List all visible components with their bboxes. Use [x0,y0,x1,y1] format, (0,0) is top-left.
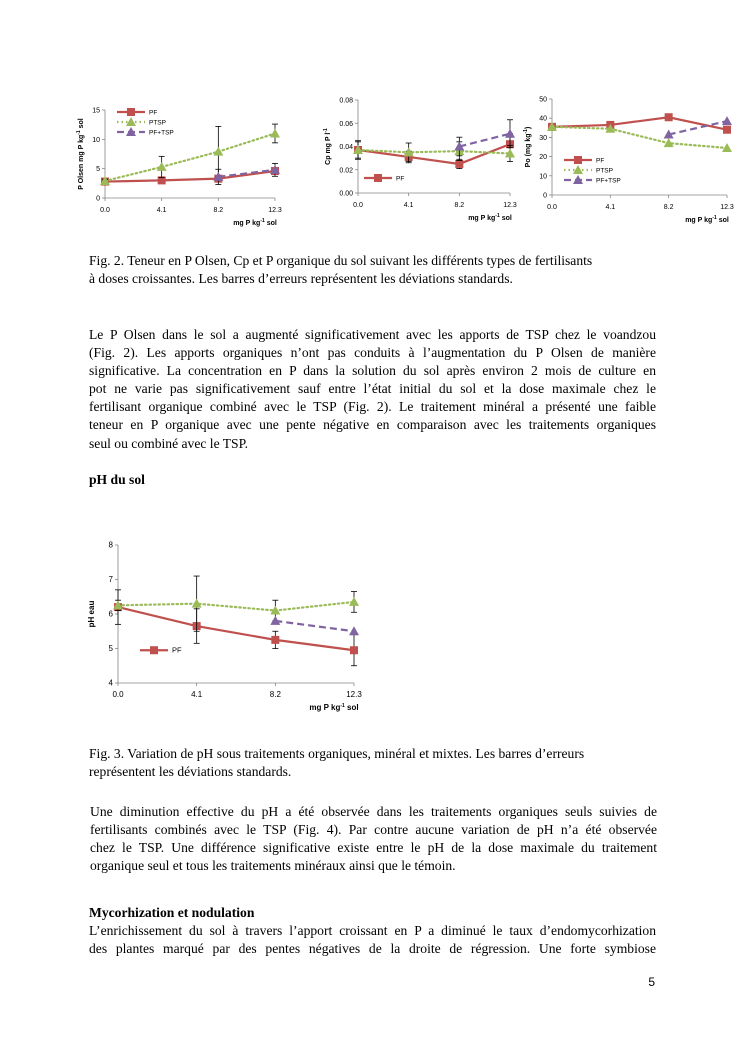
y-tick-label: 0.04 [339,144,353,151]
data-point-PTSP [213,147,223,156]
x-tick-label: 0.0 [100,207,110,214]
data-point-PF [455,160,463,168]
series-line-PF [358,144,510,164]
y-axis-label: P Olsen mg P $kg^{-1}$ sol [76,118,85,190]
x-axis-label: mg P $kg^{-1}$ sol [468,213,512,222]
x-tick-label: 8.2 [454,202,465,209]
x-axis-label: mg P $kg^{-1}$ sol [233,218,277,227]
fig2-caption-line2: à doses croissantes. Les barres d’erreurs représentent les déviations standards. [89,271,513,286]
data-point-PTSP [157,162,167,171]
x-tick-label: 0.0 [547,204,557,211]
legend-label-PTSP: PTSP [149,119,166,127]
y-tick-label: 50 [539,96,547,104]
fig2-caption-line1: Fig. 2. Teneur en P Olsen, Cp et P organique du sol suivant les différents types de fertilisants [89,253,593,268]
data-point-PF+TSP [505,129,515,138]
para1-line: seul ou combiné avec le TSP. [89,435,249,451]
para1-line: (Fig. 2). Les apports organiques n’ont pas conduits à l’augmentation du P Olsen de manière [89,345,656,361]
y-axis-label: Cp mg P $l^{-1}$ [323,128,332,165]
chart-ph [80,535,380,725]
heading-mycorhization: Mycorhization et nodulation [89,905,255,920]
y-tick-label: 0.02 [339,167,353,175]
paragraph-olsen [89,326,656,453]
x-tick-label: 4.1 [403,202,414,209]
data-point-PTSP [270,128,280,137]
y-tick-label: 5 [96,166,100,174]
y-tick-label: 0.08 [339,97,353,105]
chart-ph-svg [80,535,380,725]
y-tick-label: 0 [96,195,100,203]
series-PF+TSP [270,616,359,635]
y-tick-label: 5 [108,644,113,653]
para2-line: fertilisants combinés avec le TSP (Fig. 4). Par contre aucune variation de pH n’a été observée [90,822,657,838]
chart-cp [310,92,520,227]
y-axis-label: Po (mg $kg^{-1}$) [523,126,532,168]
series-PTSP [113,576,359,631]
series-line-PF+TSP [459,134,510,147]
legend-label-PF+TSP: PF+TSP [596,177,621,185]
data-point-PF [350,646,358,654]
para1-line: Le P Olsen dans le sol a augmenté significativement avec les apports de TSP chez le voandzou [89,327,656,342]
series-PF+TSP [454,120,515,156]
chart-po [515,92,740,227]
chart-cp-svg [310,92,520,227]
legend-marker-PF [574,156,582,164]
chart-olsen [70,100,285,225]
y-tick-label: 6 [108,609,113,619]
y-axis-label: pH eau [87,600,96,628]
legend-marker-PF [127,108,135,116]
y-tick-label: 40 [539,115,547,123]
x-tick-label: 4.1 [605,204,616,211]
y-tick-label: 10 [92,136,100,144]
y-tick-label: 0 [543,192,547,200]
y-tick-label: 8 [108,540,113,550]
x-tick-label: 8.2 [269,690,281,699]
para3-line: L’enrichissement du sol à travers l’apport croissant en P a diminué le taux d’endomycorhization [89,923,656,938]
y-tick-label: 30 [539,134,547,142]
fig3-caption-line2: représentent les déviations standards. [89,764,292,779]
legend-label-PF: PF [396,175,405,183]
para1-line: fertilisant organique combiné avec le TSP (Fig. 2). Le traitement minéral a présenté une faible [89,399,656,415]
paragraph-ph [90,803,657,875]
para3-line: des plantes marqué par des pentes négatives de la droite de régression. Une forte symbiose [89,941,656,957]
x-tick-label: 12.3 [503,202,517,209]
legend-label-PTSP: PTSP [596,167,613,175]
series-line-PTSP [552,127,727,148]
data-point-PF [665,113,673,121]
heading-ph: pH du sol [89,472,145,487]
legend [564,156,621,185]
legend-label-PF: PF [172,645,182,655]
series-line-PTSP [118,602,354,611]
para2-line: Une diminution effective du pH a été observée dans les traitements organiques seuls suivies de [90,804,657,819]
x-tick-label: 12.3 [720,204,734,211]
x-tick-label: 12.3 [346,690,362,699]
series-line-PF [105,171,275,182]
series-line-PF+TSP [275,621,354,631]
page-number: 5 [648,975,655,989]
x-tick-label: 4.1 [156,207,167,214]
chart-olsen-svg [70,100,285,225]
x-axis-label: mg P $kg^{-1}$ sol [685,215,729,224]
x-tick-label: 8.2 [213,207,224,214]
x-tick-label: 8.2 [663,204,674,211]
data-point-PF+TSP [349,626,359,635]
legend-label-PF: PF [149,109,158,117]
fig3-caption [89,745,584,781]
para1-line: significative. La concentration en P dans la solution du sol après environ 2 mois de culture en [89,363,656,379]
legend [364,174,404,183]
y-tick-label: 15 [92,107,100,115]
series-PF [548,113,731,133]
para1-line: teneur en P organique avec une pente négative en comparaison avec les traitements organiques [89,417,656,433]
para1-line: pot ne varie pas significativement sauf entre l’état initial du sol et la dose maximale chez le [89,381,656,397]
data-point-PF [271,636,279,644]
y-tick-label: 0.06 [339,120,353,128]
legend-marker-PF [374,174,382,182]
x-tick-label: 12.3 [268,207,282,214]
data-point-PF [723,126,731,134]
x-tick-label: 0.0 [112,690,124,699]
para2-line: organique seul et tous les traitements minéraux ainsi que le témoin. [90,858,456,874]
y-tick-label: 20 [539,154,547,162]
fig3-caption-line1: Fig. 3. Variation de pH sous traitements organiques, minéral et mixtes. Les barres d’erreurs [89,746,585,761]
series-line-PF [118,607,354,650]
legend [140,646,182,655]
series-PF+TSP [213,163,280,184]
y-tick-label: 7 [108,575,113,584]
x-axis-label: mg P $kg^{-1}$ sol [309,703,359,712]
data-point-PF+TSP [722,116,732,125]
legend-label-PF: PF [596,157,605,165]
series-PTSP [100,124,280,185]
para2-line: chez le TSP. Une différence significative existe entre le pH de la dose maximale du traitement [90,840,657,856]
x-tick-label: 4.1 [191,690,203,699]
y-tick-label: 10 [539,173,547,181]
y-tick-label: 4 [108,678,113,688]
legend [117,108,174,137]
legend-marker-PF [150,646,158,654]
y-tick-label: 0.00 [339,190,353,198]
legend-label-PF+TSP: PF+TSP [149,129,174,137]
chart-po-svg [515,92,740,227]
fig2-caption [89,252,592,288]
paragraph-myco [89,922,656,958]
x-tick-label: 0.0 [353,202,363,209]
